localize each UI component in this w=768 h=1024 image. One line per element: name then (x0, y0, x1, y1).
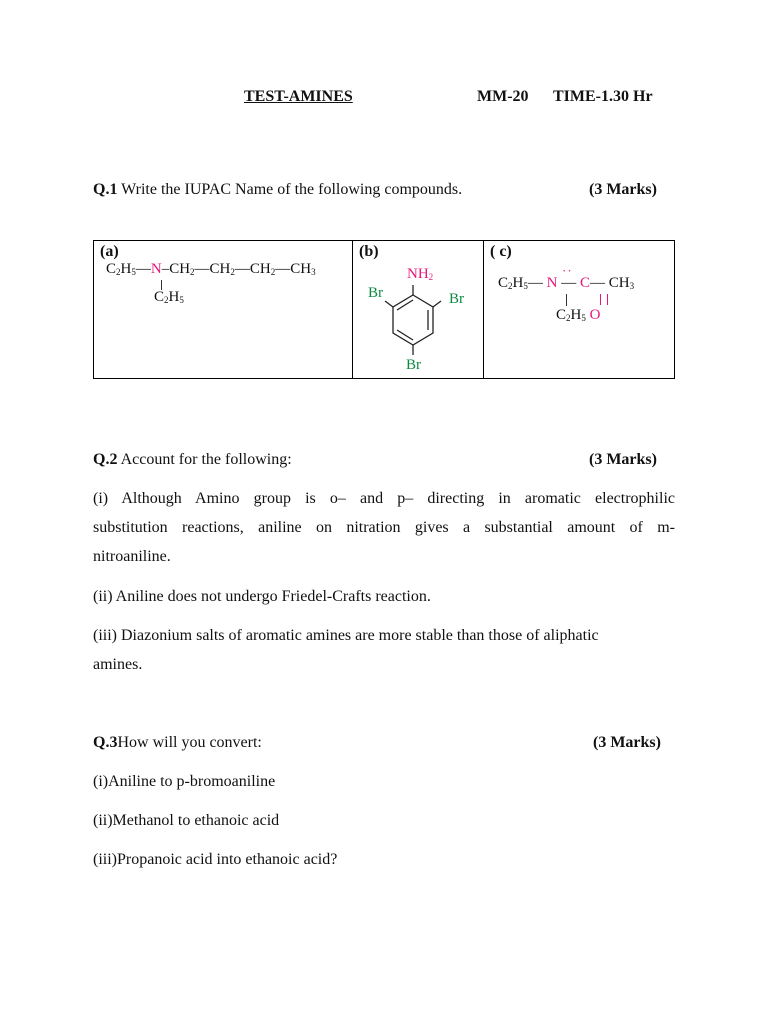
compound-b-nh2: $NH_2$ (407, 266, 434, 282)
q1-number: Q.1 (93, 181, 118, 198)
q2-marks: (3 Marks) (589, 451, 657, 468)
compounds-table (93, 240, 675, 379)
q2-item-iii-line1: (iii) Diazonium salts of aromatic amines are more stable than those of aliphatic (93, 627, 599, 644)
q1-heading (93, 181, 462, 199)
q2-heading (93, 451, 292, 469)
q3-text: How will you convert: (117, 734, 262, 751)
q3-item-iii: (iii)Propanoic acid into ethanoic acid? (93, 851, 338, 868)
compound-b-label: (b) (359, 243, 379, 260)
lone-pair-dots: ·· (562, 263, 573, 278)
q3-heading (93, 734, 262, 752)
q2-item-ii: (ii) Aniline does not undergo Friedel-Crafts reaction. (93, 588, 431, 605)
compound-b-br-left: Br (368, 285, 383, 301)
test-time: TIME-1.30 Hr (553, 88, 653, 105)
compound-c-structure: $C_2H_5—$ N — C— $CH_3$ (498, 275, 635, 291)
q2-number: Q.2 (93, 451, 118, 468)
compound-b-br-bottom: Br (406, 357, 421, 373)
compound-a-branch: $C_2H_5$ (154, 289, 184, 305)
q3-item-i: (i)Aniline to p-bromoaniline (93, 773, 276, 790)
q2-item-i-line1: (i) Although Amino group is o– and p– directing in aromatic electrophilic (93, 490, 675, 507)
compound-b-cell (353, 241, 484, 379)
q2-item-i-line2: substitution reactions, aniline on nitration gives a substantial amount of m- (93, 519, 675, 536)
compound-a-cell (94, 241, 353, 379)
compound-c-cell (484, 241, 675, 379)
benzene-ring-icon (383, 283, 443, 361)
q2-text: Account for the following: (120, 451, 292, 468)
compound-b-br-right: Br (449, 291, 464, 307)
compound-a-structure: $C_2H_5—N-CH_2—CH_2—CH_2—CH_3$ (106, 261, 316, 277)
compound-c-double-bond (600, 294, 608, 305)
q1-marks: (3 Marks) (589, 181, 657, 198)
q2-item-i-line3: nitroaniline. (93, 548, 171, 565)
q3-number: Q.3 (93, 734, 118, 751)
compound-c-bond (566, 294, 567, 306)
q1-text: Write the IUPAC Name of the following compounds. (121, 181, 463, 198)
q2-item-iii-line2: amines. (93, 656, 143, 673)
max-marks: MM-20 (477, 88, 529, 105)
compound-a-label: (a) (100, 243, 119, 260)
test-title: TEST-AMINES (244, 88, 353, 105)
q3-item-ii: (ii)Methanol to ethanoic acid (93, 812, 280, 829)
compound-c-label: ( c) (490, 243, 512, 260)
compound-c-branch: $C_2H_5$ O (556, 307, 601, 323)
q3-marks: (3 Marks) (593, 734, 661, 751)
